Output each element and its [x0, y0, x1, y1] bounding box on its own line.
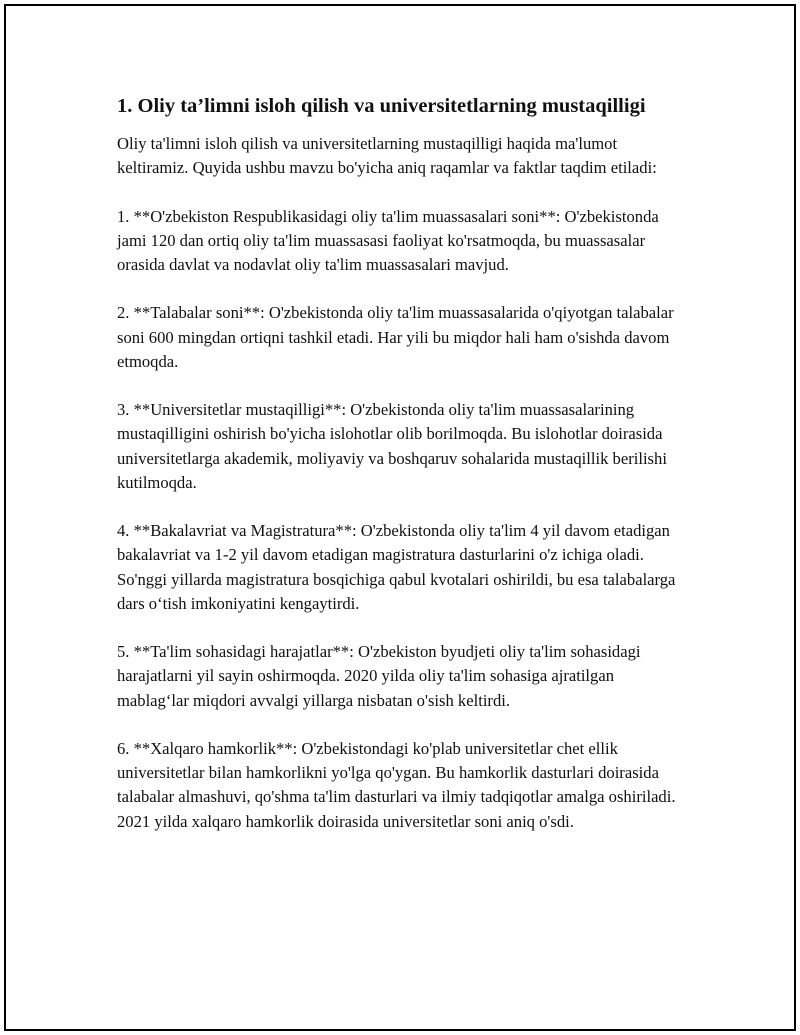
document-body [117, 92, 687, 858]
list-item-autonomy: 3. **Universitetlar mustaqilligi**: O'zbekistonda oliy ta'lim muassasalarining mustaqilligini oshirish bo'yicha islohotlar olib borilmoqda. Bu islohotlar doirasida universitetlarga akademik, moliyaviy va boshqaruv sohalarida mustaqillik berilishi kutilmoqda. [117, 400, 667, 492]
list-item-institutions: 1. **O'zbekiston Respublikasidagi oliy ta'lim muassasalari soni**: O'zbekistonda jami 120 dan ortiq oliy ta'lim muassasasi faoliyat ko'rsatmoqda, bu muassasalar orasida davlat va nodavlat oliy ta'lim muassasalari mavjud. [117, 206, 659, 274]
list-item-expenses: 5. **Ta'lim sohasidagi harajatlar**: O'zbekiston byudjeti oliy ta'lim sohasidagi harajatlarni yil sayin oshirmoqda. 2020 yilda oliy ta'lim sohasiga ajratilgan mablag‘lar miqdori avvalgi yillarga nisbatan o'sish keltirdi. [117, 642, 641, 710]
list-item-students: 2. **Talabalar soni**: O'zbekistonda oliy ta'lim muassasalarida o'qiyotgan talabalar soni 600 mingdan ortiqni tashkil etadi. Har yili bu miqdor hali ham o'sishda davom etmoqda. [117, 303, 674, 371]
list-item-cooperation: 6. **Xalqaro hamkorlik**: O'zbekistondagi ko'plab universitetlar chet ellik universitetlar bilan hamkorlikni yo'lga qo'ygan. Bu hamkorlik dasturlari doirasida talabalar almashuvi, qo'shma ta'lim dasturlari va ilmiy tadqiqotlar amalga oshiriladi. 2021 yilda xalqaro hamkorlik doirasida universitetlar soni aniq o'sdi. [117, 738, 676, 831]
list-item-degrees: 4. **Bakalavriat va Magistratura**: O'zbekistonda oliy ta'lim 4 yil davom etadigan bakalavriat va 1-2 yil davom etadigan magistratura dasturlarini o'z ichiga oladi. So'nggi yillarda magistratura bosqichiga qabul kvotalari oshirildi, bu esa talabalarga dars o‘tish imkoniyatini kengaytirdi. [117, 521, 676, 613]
document-title: 1. Oliy ta’limni isloh qilish va universitetlarning mustaqilligi [117, 95, 646, 117]
intro-paragraph: Oliy ta'limni isloh qilish va universitetlarning mustaqilligi haqida ma'lumot keltiramiz. Quyida ushbu mavzu bo'yicha aniq raqamlar va faktlar taqdim etiladi: [117, 134, 657, 178]
